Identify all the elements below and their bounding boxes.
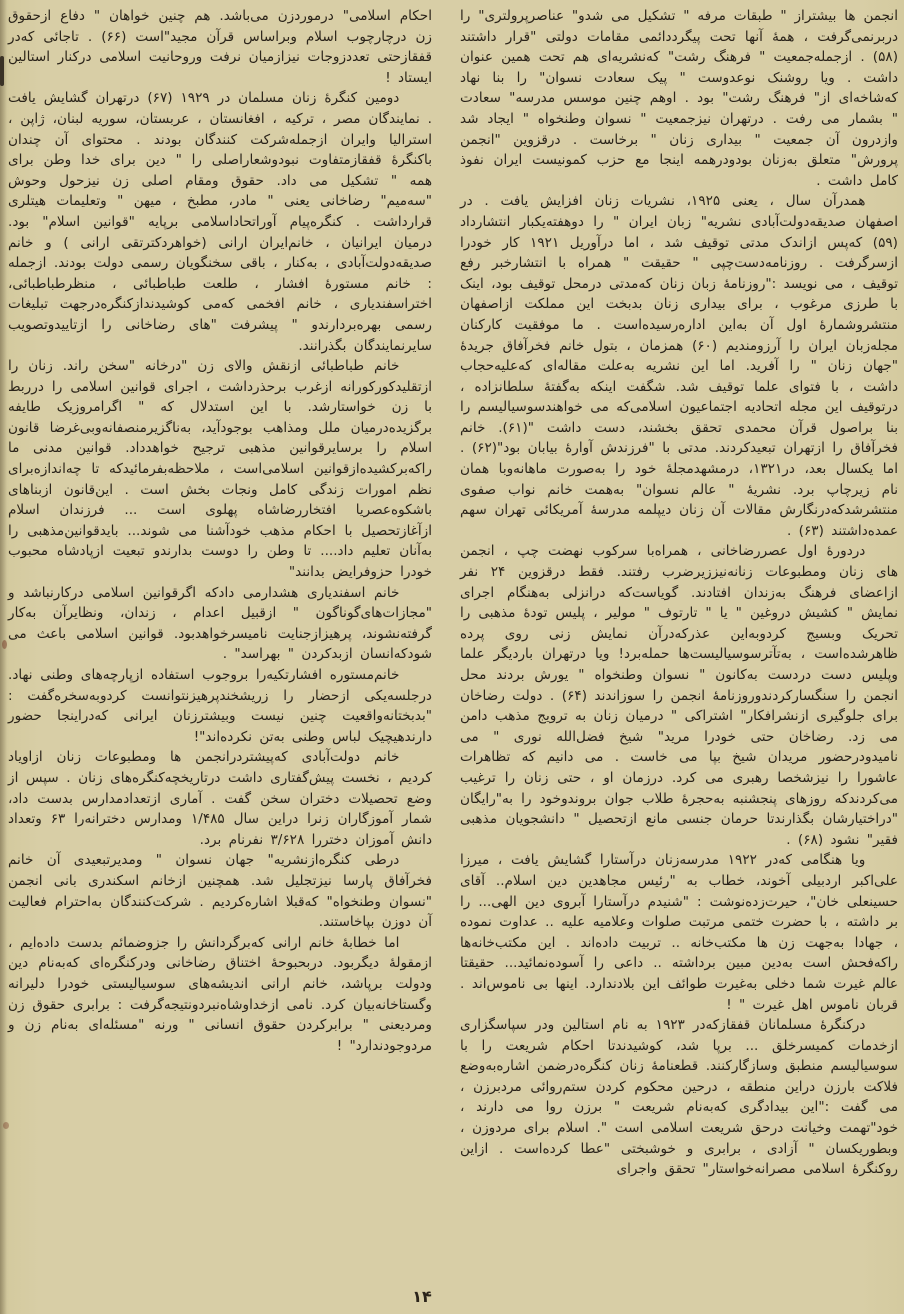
paragraph: همدرآن سال ، یعنی ۱۹۲۵، نشریات زنان افزایش یافت . در اصفهان صدیقه‌دولت‌آبادی نشریه" زبان ایران " را دوهفته‌یکبار انتشارداد (۵۹) که‌پس ازاندک مدتی توقیف شد ، اما درآوریل ۱۹۲۱ کار خودرا ازسرگرفت . روزنامه‌دست‌چپی " حقیقت " همراه با انتشارخبر رفع توقیف ، می نویسد :"روزنامهٔ زبان زنان که‌مدتی درمحل توقیف بود، اینک با طرزی مرغوب ، برای بیداری زنان بدبخت این مملکت ازاصفهان منتشروشمارهٔ اول آن به‌این اداره‌رسیده‌است . ما موفقیت کارکنان مجله‌زبان ایران را آرزومندیم (۶۰) همزمان ، بتول خانم فخرآفاق جریدهٔ "جهان زنان " را آفرید. اما این نشریه به‌علت مقاله‌ای که‌علیه‌حجاب داشت ، با فتوای علما توقیف شد. شگفت اینکه به‌گفتهٔ سلطانزاده ، درتوقیف این مجله اتحادیه اجتماعیون اسلامی‌که می خواهندسوسیالیسم را بنا براصول قرآن محمدی تحقق بخشند، دست داشت "(۶۱). خانم فخرآفاق را ازتهران تبعیدکردند. مدتی با "فرزندش آوارهٔ بیابان بود"(۶۲) . اما یکسال بعد، در۱۳۲۱، درمشهدمجلهٔ خود را به‌صورت ماهانه‌وبا همان نام زیرچاپ برد. نشریهٔ " عالم نسوان" به‌همت خانم نواب صفوی منتشرشدکه‌درنگارش مقالات آن زنان دیپلمه مدرسهٔ آمریکائی تهران سهم عمده‌داشتند (۶۳) .: [460, 193, 898, 539]
paragraph: خانم اسفندیاری هشدارمی دادکه اگرقوانین اسلامی درکارنباشد و "مجازات‌های‌گوناگون " ازقبیل اعدام ، زندان، ونظایرآن به‌کار گرفته‌نشوند، پرهیزازجنایت نامیسرخواهدبود. قوانین اسلامی باعث می شودکه‌انسان ازبدکردن " بهراسد" .: [8, 584, 432, 663]
paragraph: خانم دولت‌آبادی که‌پیشتردرانجمن ها ومطبوعات زنان ازاویاد کردیم ، نخست پیش‌گفتاری داشت درتاریخچه‌کنگره‌های زنان . سپس از وضع تحصیلات دختران سخن گفت . آماری ازتعدادمدارس بدست داد، شمار آموزگاران زنرا دراین سال ۱/۴۸۵ ومدارس دخترانه‌را ۶۳ وتعداد دانش آموزان دختررا ۳/۶۲۸ نفرنام برد.: [8, 749, 432, 848]
paragraph: دردورهٔ اول عصررضاخانی ، همراه‌با سرکوب نهضت چپ ، انجمن های زنان ومطبوعات زنانه‌نیززیرضرب رفتند. فقط درقزوین ۲۴ نفر ازاعضای فرهنگ به‌زندان افتادند. گویاست‌که درانزلی به‌هنگام اجرای نمایش " کشیش دروغین " یا " تارتوف " مولیر ، پلیس تودهٔ مذهبی را تحریک وبسیج کردوبه‌این عذرکه‌درآن نمایش زنی روی پرده ظاهرشده‌است ، به‌تآترسوسیالیست‌ها حمله‌برد! ویا درتهران باردیگر علما وپلیس دست دردست به‌کانون " نسوان وطنخواه " یورش بردند محل انجمن را سنگسارکردندوروزنامهٔ انجمن را سوزاندند (۶۴) . دولت رضاخان برای جلوگیری ازنشرافکار" اشتراکی " درمیان زنان به ترویج مذهب دامن می زد. رضاخان حتی خودرا مرید" شیخ فضل‌الله نوری " می نامیدودرحضور مریدان شیخ بپا می خاست . می دانیم که تظاهرات عاشورا را نیزشخصا رهبری می کرد. درزمان او ، حتی زنان را ترغیب می‌کردندکه روزهای پنجشنبه به‌حجرهٔ طلاب جوان بروندوخود را به"رایگان "دراختیارشان بگذارندتا حرمان جنسی مانع ازتحصیل " دانشجویان مذهبی فقیر" نشود (۶۸) .: [460, 543, 898, 848]
scan-edge-mark: [0, 56, 4, 86]
paragraph: ویا هنگامی که‌در ۱۹۲۲ مدرسه‌زنان درآستارا گشایش یافت ، میرزا علی‌اکبر اردبیلی آخوند، خطاب به "رئیس مجاهدین دین اسلام.. آقای حسینعلی خان"، حیرت‌زده‌نوشت : "شنیدم درآستارا آبروی دین الهی... را بر داشته ، با حضرت ختمی مرتبت صلوات وعلامیه علیه .. عداوت نموده ، جهادا به‌جهت زن ها مکتب‌خانه .. تربیت داده‌اند . این مکتب‌خانه‌ها راکه‌فحش است به‌دین مبین برداشته .. داعی را آسوده‌نمائید... حقیقتا عالم غیرت شما دخلی به‌غیرت طوائف این بلادندارد. اینها بی ناموس‌اند . قربان ناموس اهل غیرت " !: [460, 852, 898, 1013]
paragraph: اما خطابهٔ خانم ارانی که‌برگردانش را جزوضمائم بدست داده‌ایم ، ازمقولهٔ دیگربود. دربحبوحهٔ اختناق رضاخانی ودرکنگره‌ای که‌به‌نام دین ودولت برپاشد، خانم ارانی اندیشه‌های سوسیالیستی خودرا دلیرانه وگستاخانه‌بیان کرد. نامی ازخداوشاه‌نبردونتیجه‌گرفت : برابری حقوق زن ومردیعنی " برابرکردن حقوق انسانی " ورنه "مسئله‌ای به‌نام زن و مردوجودندارد" !: [8, 934, 432, 1054]
scan-speck: [2, 640, 7, 649]
scan-speck: [3, 1122, 9, 1129]
paragraph: درکنگرهٔ مسلمانان قفقازکه‌در ۱۹۲۳ به نام استالین ودر سپاسگزاری ازخدمات کمیسرخلق ... برپا شد، کوشیدندتا احکام شریعت را با سوسیالیسم منطبق وسازگارکنند. قطعنامهٔ زنان کنگره‌درضمن اشاره‌به‌وضع فلاکت بارزن دراین منطقه ، درحین محکوم کردن ستم‌روائی مردبرزن ، می گفت :"این بیدادگری که‌به‌نام شریعت " برزن روا می دارند ، خود"تهمت وخیانت درحق شریعت اسلامی است ". اسلام برای مردوزن ، وبطوریکسان " آزادی ، برابری و خوشبختی "عطا کرده‌است . ازاین روکنگرهٔ اسلامی مصرانه‌خواستار" تحقق واجرای: [460, 1017, 898, 1178]
text-column-right: [460, 6, 898, 1180]
paragraph: دومین کنگرهٔ زنان مسلمان در ۱۹۲۹ (۶۷) درتهران گشایش یافت . نمایندگان مصر ، ترکیه ، افغانستان ، عربستان، سوریه لبنان، ژاپن ، استرالیا وایران ازجمله‌شرکت کنندگان بودند . محتوای آن چندان باکنگرهٔ قفقازمتفاوت نبودوشعاراصلی را " دین برای خدا وطن برای همه " تشکیل می داد. حقوق ومقام اصلی زن نیزحول وحوش "سه‌میم" رضاخانی یعنی " مادر، مطبخ ، میهن " وتعلیمات هیتلری قرارداشت . کنگره‌پیام آوراتحاداسلامی برپایه "قوانین اسلام" بود. درمیان ایرانیان ، خانم‌ایران ارانی (خواهردکترتقی ارانی ) و خانم صدیقه‌دولت‌آبادی ، به‌کنار ، باقی سخنگویان رسمی دولت بودند. ازجمله : خانم مستورهٔ افشار ، طلعت طباطبائی ، منظرطباطبائی، اختراسفندیاری ، خانم افخمی که‌می کوشیدندازکنگره‌درجهت تبلیغات رسمی بهره‌بردارندو " پیشرفت "های رضاخانی را ازتاییدوتصویب سایرنمایندگان بگذرانند.: [8, 90, 432, 354]
paragraph: خانم طباطبائی ازنقش والای زن "درخانه "سخن راند. زنان را ازتقلیدکورکورانه ازغرب برحذرداشت ، اجرای قوانین اسلامی را درربط با زن خواستارشد. با این استدلال که " اگرامروزیک طایفه برگزیده‌درمیان ملل ومذاهب بوجودآید، به‌ناگزیرمنصفانه‌وبی‌غرضا قانون اسلام را برسایرقوانین مذهبی ترجیح خواهدداد. قوانین مدنی ما راکه‌برکشیده‌ازقوانین اسلامی‌است ، ملاحظه‌بفرمائیدکه تا چه‌اندازه‌برای نظم امورات زندگی کامل ونجات بخش است . این‌قانون ازبناهای باشکوه‌عصریا افتخاررضاشاه پهلوی است ... فرزندان اسلام ازآغازتحصیل با احکام مذهب خودآشنا می شوند... بایدقوانین‌مذهبی را به‌آنان تعلیم داد.... تا وطن را دوست بدارندو تبعیت ازپادشاه محبوب خودرا حزوفرایض بدانند": [8, 358, 432, 581]
text-column-left: [8, 6, 432, 1180]
paragraph: انجمن ها بیشتراز " طبقات مرفه " تشکیل می شدو" عناصرپرولتری" را دربرنمی‌گرفت ، همهٔ آنها تحت پیگرددائمی مقامات دولتی "قرار داشتند (۵۸) . ازجمله‌جمعیت " فرهنگ رشت" که‌نشریه‌ای هم تحت همین عنوان داشت . ویا روشنک نوعدوست " پیک سعادت نسوان" را بنا نهاد که‌شاخه‌ای از" فرهنگ رشت" بود . اوهم چنین موسس مدرسه" سعادت " بشمار می رفت . درتهران نیزجمعیت " نسوان وطنخواه " ایجاد شد وازدرون آن جمعیت " بیداری زنان " برخاست . درقزوین "انجمن پرورش" متعلق به‌زنان بودودرهمه اینجا مع حزب کمونیست ایران نفوذ کامل داشت .: [460, 8, 898, 189]
paragraph: خانم‌مستوره افشارتکیه‌را بروجوب استفاده ازپارچه‌های وطنی نهاد. درجلسه‌یکی ازحضار را زریشخندپرهیزنتوانست کردوبه‌سخره‌گفت : "بدبختانه‌واقعیت چنین نیست وبیشترزنان ایرانی که‌دراینجا حضور دارندهیچیک لباس وطنی به‌تن نکرده‌اند"!: [8, 667, 432, 745]
paragraph: درطی کنگره‌ازنشریه" جهان نسوان " ومدیرتبعیدی آن خانم فخرآفاق پارسا نیزتجلیل شد. همچنین ازخانم اسکندری بانی انجمن "نسوان وطنخواه" که‌قبلا اشاره‌کردیم . شرکت‌کنندگان به‌احترام فعالیت آن دوزن بپاخاستند.: [8, 852, 432, 931]
two-column-text-layout: [6, 6, 898, 1180]
page-number: ۱۴: [412, 1287, 432, 1306]
paragraph: احکام اسلامی" درموردزن می‌باشد. هم چنین خواهان " دفاع ازحقوق زن درچارچوب اسلام وبراساس قرآن مجید"است (۶۶) . تاجائی که‌در قفقازحتی تعددزوجات نیزازمیان نرفت وروحانیت اسلامی درکنار استالین ایستاد !: [8, 8, 432, 86]
